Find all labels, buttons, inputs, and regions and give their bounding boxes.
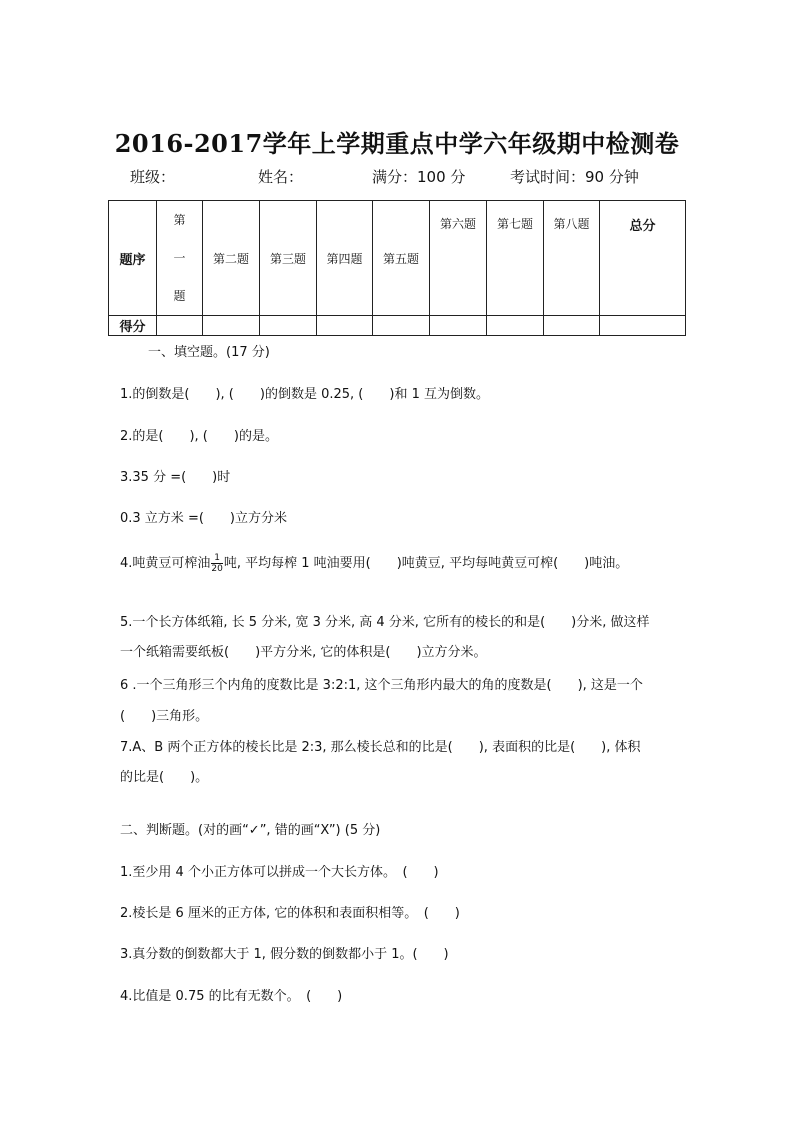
- header-cell-order: 题序: [109, 201, 157, 316]
- header-cell-q8: 第八题: [544, 201, 600, 316]
- fill-question-4-part-a: 4.吨黄豆可榨油: [120, 556, 211, 571]
- section1-heading: 一、填空题。(17 分): [148, 345, 270, 360]
- fill-question-7-line2: 的比是( )。: [120, 770, 209, 785]
- fill-question-4: [120, 552, 628, 574]
- header-cell-q3: 第三题: [260, 201, 317, 316]
- header-cell-q1: 第一题: [157, 201, 203, 316]
- fill-question-6-line2: ( )三角形。: [120, 709, 209, 724]
- judge-question-1: 1.至少用 4 个小正方体可以拼成一个大长方体。 ( ): [120, 865, 439, 880]
- class-label: 班级：: [130, 168, 176, 186]
- score-cell[interactable]: [373, 316, 430, 336]
- exam-title: 2016-2017学年上学期重点中学六年级期中检测卷: [114, 129, 680, 158]
- score-cell[interactable]: [260, 316, 317, 336]
- score-cell[interactable]: [430, 316, 487, 336]
- score-cell[interactable]: [544, 316, 600, 336]
- header-cell-q5: 第五题: [373, 201, 430, 316]
- header-cell-q2: 第二题: [203, 201, 260, 316]
- header-cell-total: 总分: [600, 201, 686, 316]
- judge-question-2: 2.棱长是 6 厘米的正方体, 它的体积和表面积相等。 ( ): [120, 906, 460, 921]
- fill-question-3b: 0.3 立方米 =( )立方分米: [120, 511, 287, 526]
- score-cell[interactable]: [317, 316, 373, 336]
- fill-question-7-line1: 7.A、B 两个正方体的棱长比是 2:3, 那么棱长总和的比是( ), 表面积的比是( ), 体积: [120, 740, 641, 755]
- exam-time-label: 考试时间：90 分钟: [510, 168, 639, 186]
- fill-question-4-part-b: 吨, 平均每榨 1 吨油要用( )吨黄豆, 平均每吨黄豆可榨( )吨油。: [223, 556, 629, 571]
- score-row-label: 得分: [109, 316, 157, 336]
- header-cell-q4: 第四题: [317, 201, 373, 316]
- score-cell[interactable]: [487, 316, 544, 336]
- score-cell[interactable]: [203, 316, 260, 336]
- score-cell[interactable]: [157, 316, 203, 336]
- fill-question-6-line1: 6 .一个三角形三个内角的度数比是 3:2:1, 这个三角形内最大的角的度数是( ), 这是一个: [120, 678, 643, 693]
- fraction-denominator: 20: [211, 564, 223, 574]
- fill-question-5-line1: 5.一个长方体纸箱, 长 5 分米, 宽 3 分米, 高 4 分米, 它所有的棱长的和是( )分米, 做这样: [120, 615, 650, 630]
- section2-heading: 二、判断题。(对的画“✓”, 错的画“X”) (5 分): [120, 823, 381, 838]
- score-table-header-row: [109, 201, 686, 316]
- exam-info-line: [130, 166, 639, 187]
- header-cell-q7: 第七题: [487, 201, 544, 316]
- fill-question-5-line2: 一个纸箱需要纸板( )平方分米, 它的体积是( )立方分米。: [120, 645, 487, 660]
- judge-question-3: 3.真分数的倒数都大于 1, 假分数的倒数都小于 1。( ): [120, 947, 449, 962]
- score-table-score-row: [109, 316, 686, 336]
- full-score-label: 满分：100 分: [372, 168, 466, 186]
- score-table: [108, 200, 686, 336]
- header-cell-q6: 第六题: [430, 201, 487, 316]
- fraction: [211, 553, 222, 574]
- score-cell[interactable]: [600, 316, 686, 336]
- fill-question-1: 1.的倒数是( ), ( )的倒数是 0.25, ( )和 1 互为倒数。: [120, 387, 489, 402]
- fill-question-3: 3.35 分 =( )时: [120, 470, 231, 485]
- name-label: 姓名：: [258, 168, 304, 186]
- judge-question-4: 4.比值是 0.75 的比有无数个。 ( ): [120, 989, 343, 1004]
- fraction-numerator: 1: [211, 553, 222, 564]
- fill-question-2: 2.的是( ), ( )的是。: [120, 429, 278, 444]
